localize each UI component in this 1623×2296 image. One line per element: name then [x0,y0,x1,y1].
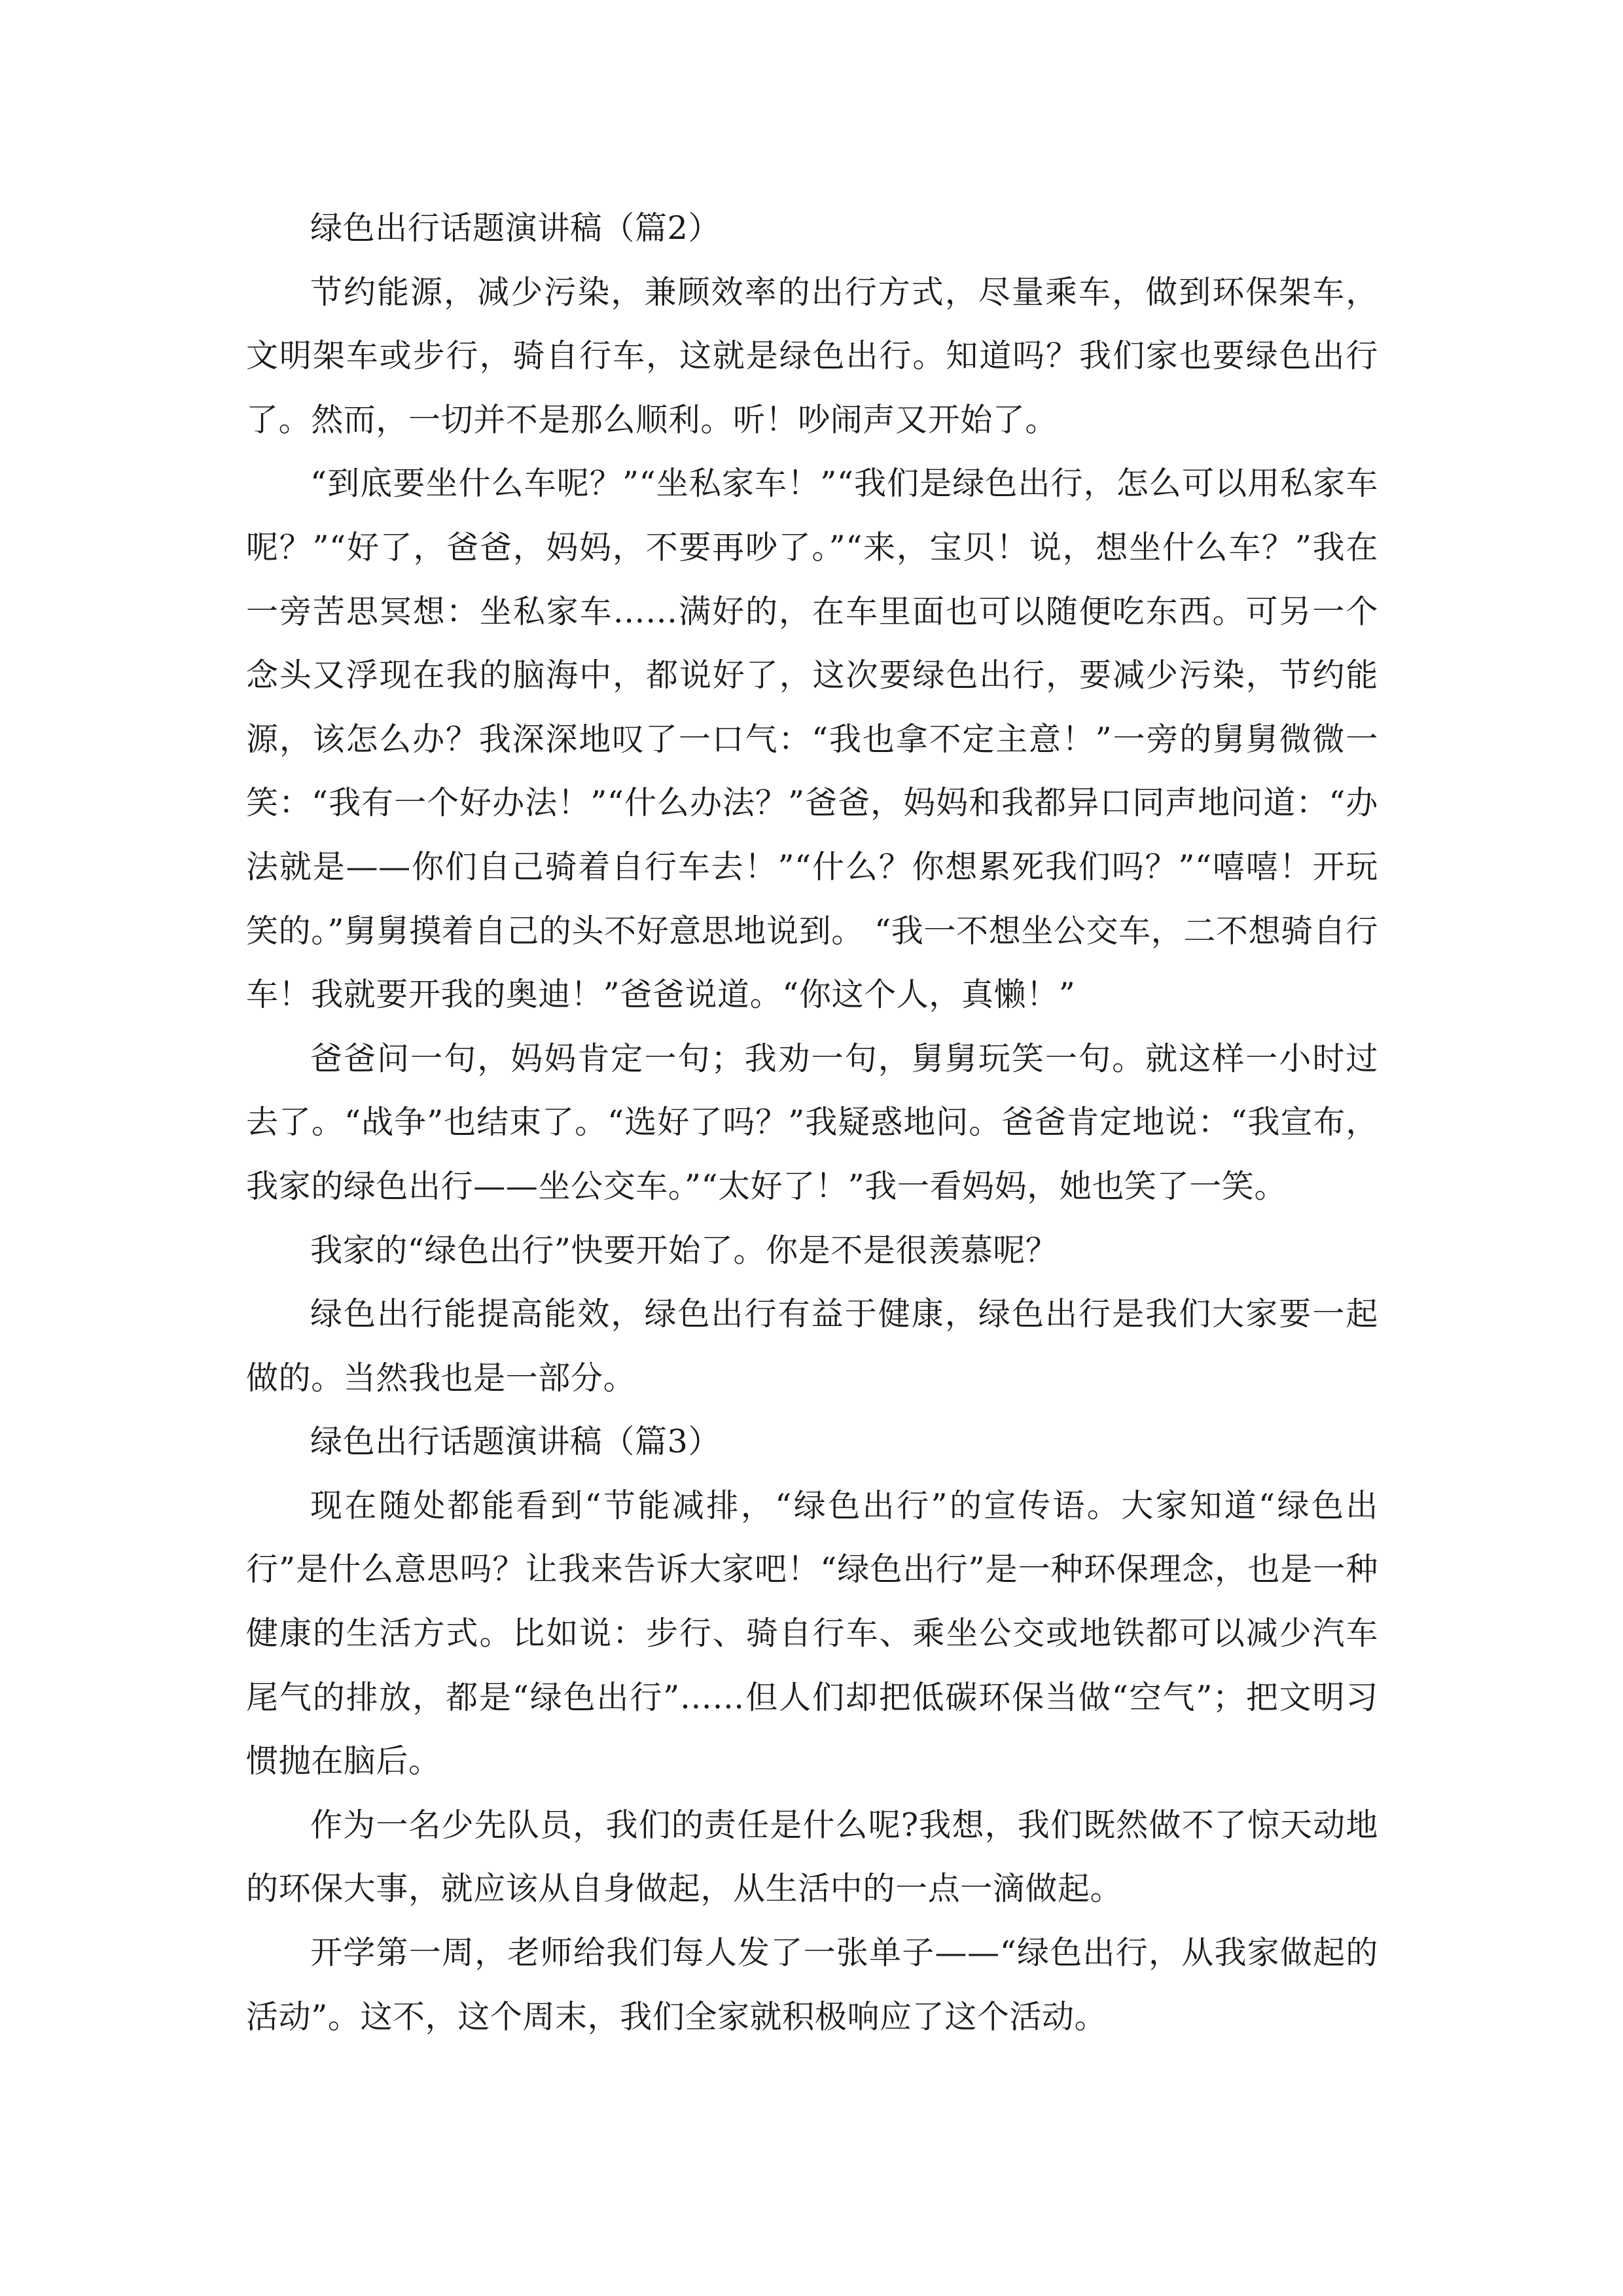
paragraph: “到底要坐什么车呢？”“坐私家车！”“我们是绿色出行，怎么可以用私家车呢？”“好了，爸爸，妈妈，不要再吵了。”“来，宝贝！说，想坐什么车？”我在一旁苦思冥想：坐私家车……满好的，在车里面也可以随便吃东西。可另一个念头又浮现在我的脑海中，都说好了，这次要绿色出行，要减少污染，节约能源，该怎么办？我深深地叹了一口气：“我也拿不定主意！”一旁的舅舅微微一笑：“我有一个好办法！”“什么办法？”爸爸，妈妈和我都异口同声地问道：“办法就是——你们自己骑着自行车去！”“什么？你想累死我们吗？”“嘻嘻！开玩笑的。”舅舅摸着自己的头不好意思地说到。 “我一不想坐公交车，二不想骑自行车！我就要开我的奥迪！”爸爸说道。“你这个人，真懒！” [246,465,1378,1014]
section-heading-2: 绿色出行话题演讲稿（篇2） [310,209,721,247]
document-page [246,196,1378,2049]
paragraph: 绿色出行能提高能效，绿色出行有益于健康，绿色出行是我们大家要一起做的。当然我也是一部分。 [246,1295,1378,1397]
paragraph: 爸爸问一句，妈妈肯定一句；我劝一句，舅舅玩笑一句。就这样一小时过去了。“战争”也结束了。“选好了吗？”我疑惑地问。爸爸肯定地说：“我宣布，我家的绿色出行——坐公交车。”“太好了！”我一看妈妈，她也笑了一笑。 [246,1039,1378,1205]
section-heading-3: 绿色出行话题演讲稿（篇3） [310,1423,721,1461]
paragraph: 现在随处都能看到“节能减排，“绿色出行”的宣传语。大家知道“绿色出行”是什么意思吗？让我来告诉大家吧！“绿色出行”是一种环保理念，也是一种健康的生活方式。比如说：步行、骑自行车、乘坐公交或地铁都可以减少汽车尾气的排放，都是“绿色出行”……但人们却把低碳环保当做“空气”；把文明习惯抛在脑后。 [246,1486,1378,1780]
paragraph: 我家的“绿色出行”快要开始了。你是不是很羡慕呢？ [310,1231,1058,1269]
paragraph: 开学第一周，老师给我们每人发了一张单子——“绿色出行，从我家做起的活动”。这不，这个周末，我们全家就积极响应了这个活动。 [246,1934,1378,2036]
paragraph: 作为一名少先队员，我们的责任是什么呢?我想，我们既然做不了惊天动地的环保大事，就应该从自身做起，从生活中的一点一滴做起。 [246,1806,1378,1908]
paragraph: 节约能源，减少污染，兼顾效率的出行方式，尽量乘车，做到环保架车，文明架车或步行，骑自行车，这就是绿色出行。知道吗？我们家也要绿色出行了。然而，一切并不是那么顺利。听！吵闹声又开始了。 [246,273,1378,439]
